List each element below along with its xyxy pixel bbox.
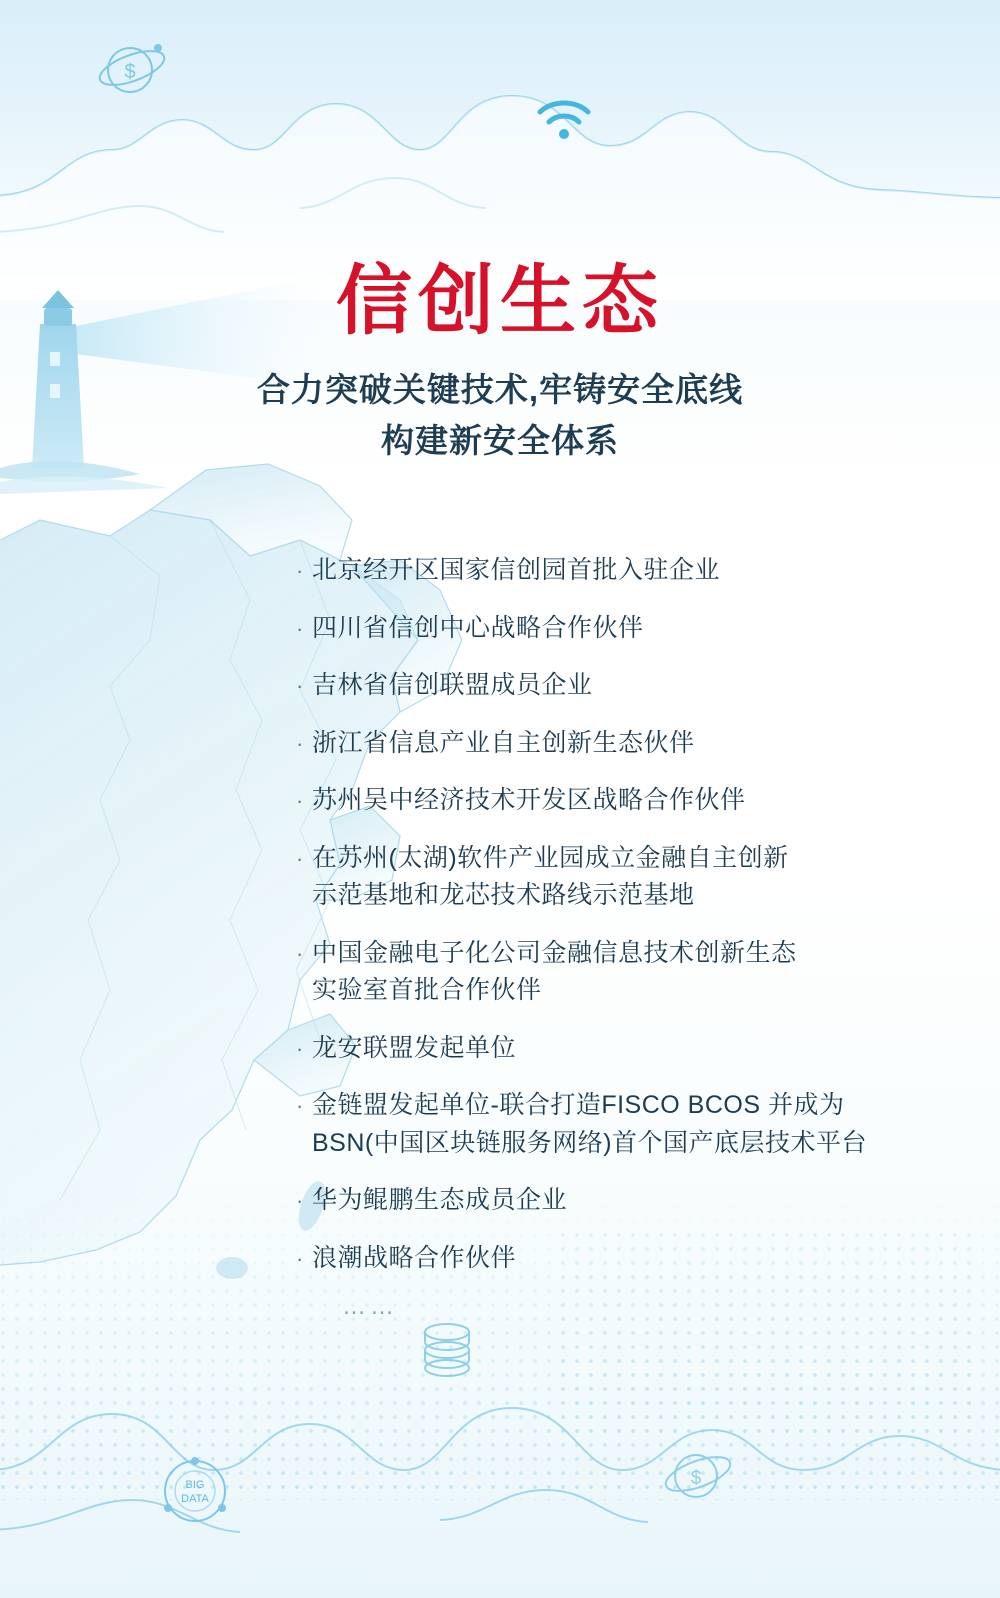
bullet-marker: · [296,940,304,966]
list-item [296,782,936,820]
bullet-marker: · [296,730,304,756]
bullet-marker: · [296,845,304,871]
subtitle-line-1: 合力突破关键技术,牢铸安全底线 [256,370,744,408]
svg-text:$: $ [124,61,136,83]
list-item [296,1087,936,1162]
bullet-marker: · [296,1245,304,1271]
bullet-marker: · [296,1093,304,1118]
subtitle-line-2: 构建新安全体系 [381,421,619,459]
list-item-label: 中国金融电子化公司金融信息技术创新生态 实验室首批合作伙伴 [312,938,797,1004]
list-item [296,552,936,590]
bullet-marker: · [296,558,304,583]
list-item [296,1240,936,1278]
page-title: 信创生态 [336,259,664,344]
list-item [296,610,936,648]
list-item-label: 吉林省信创联盟成员企业 [312,671,593,699]
list-item-label: 苏州吴中经济技术开发区战略合作伙伴 [312,786,746,814]
list-item [296,725,936,763]
bullet-marker: · [296,1188,304,1213]
coin-planet-icon [96,36,172,102]
list-item-label: 四川省信创中心战略合作伙伴 [312,613,644,642]
list-item [296,1182,936,1220]
list-item-label: 北京经开区国家信创园首批入驻企业 [312,556,721,584]
svg-text:BIG: BIG [185,1479,205,1491]
list-item-label: 浙江省信息产业自主创新生态伙伴 [312,728,695,757]
list-trailing-ellipsis: …… [342,1293,398,1320]
list-item-label: 在苏州(太湖)软件产业园成立金融自主创新 示范基地和龙芯技术路线示范基地 [312,843,789,909]
wifi-icon [534,98,594,142]
coin-stack-icon [412,1318,482,1380]
bullet-marker: · [296,673,304,698]
list-item [296,935,936,1010]
list-item-label: 华为鲲鹏生态成员企业 [312,1186,568,1214]
list-item [296,1030,936,1068]
big-data-badge-icon [156,1452,234,1530]
list-item-label: 浪潮战略合作伙伴 [312,1243,517,1272]
coin-planet-icon-bottom [660,1442,736,1508]
list-item [296,840,936,915]
svg-text:$: $ [690,1468,702,1489]
page-subtitle [0,364,1000,466]
achievement-list [296,552,936,1321]
svg-text:DATA: DATA [181,1493,209,1505]
list-item-label: 龙安联盟发起单位 [312,1033,517,1062]
bullet-marker: · [296,615,304,641]
list-item-label: 金链盟发起单位-联合打造FISCO BCOS 并成为 BSN(中国区块链服务网络)首个国产底层技术平台 [312,1091,868,1157]
title-block [0,259,1000,466]
bullet-marker: · [296,1035,304,1061]
bullet-marker: · [296,788,304,813]
list-item [296,667,936,705]
